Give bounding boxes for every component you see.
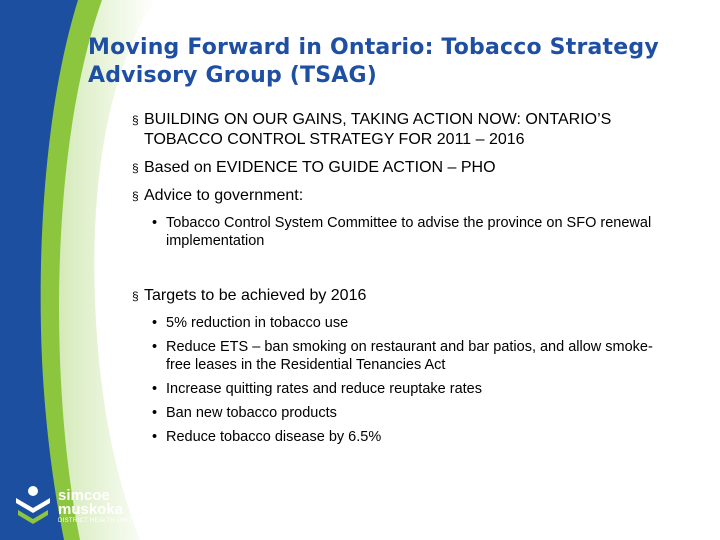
square-bullet-icon: § bbox=[132, 113, 139, 127]
health-unit-logo bbox=[12, 484, 162, 530]
sub-bullet-text: Increase quitting rates and reduce reuptake rates bbox=[166, 381, 482, 397]
sub-bullet-item bbox=[132, 314, 672, 332]
dot-bullet-icon: • bbox=[152, 381, 158, 397]
square-bullet-icon: § bbox=[132, 161, 139, 175]
sub-bullet-item bbox=[132, 380, 672, 398]
logo-line-2: muskoka bbox=[58, 501, 124, 518]
dot-bullet-icon: • bbox=[152, 339, 158, 355]
dot-bullet-icon: • bbox=[152, 315, 158, 331]
bullet-text: BUILDING ON OUR GAINS, TAKING ACTION NOW: ONTARIO’S TOBACCO CONTROL STRATEGY FOR 2011 – 2016 bbox=[144, 111, 612, 148]
slide-title: Moving Forward in Ontario: Tobacco Strategy Advisory Group (TSAG) bbox=[88, 35, 659, 88]
sub-bullet-item bbox=[132, 404, 672, 422]
sub-bullet-item bbox=[132, 338, 672, 374]
sub-bullet-text: Tobacco Control System Committee to advise the province on SFO renewal implementation bbox=[166, 215, 652, 249]
sub-bullet-text: Reduce ETS – ban smoking on restaurant and bar patios, and allow smoke-free leases in the Residential Tenancies Act bbox=[166, 339, 653, 373]
logo-tagline: DISTRICT HEALTH UNIT bbox=[58, 518, 133, 524]
logo-line-1: simcoe bbox=[58, 487, 110, 504]
bullet-text: Targets to be achieved by 2016 bbox=[144, 287, 367, 304]
slide-content bbox=[132, 110, 672, 452]
bullet-item bbox=[132, 186, 672, 206]
sub-bullet-item bbox=[132, 428, 672, 446]
bullet-item bbox=[132, 158, 672, 178]
bullet-text: Advice to government: bbox=[144, 187, 304, 204]
bullet-item bbox=[132, 110, 672, 150]
sub-bullet-text: Ban new tobacco products bbox=[166, 405, 337, 421]
dot-bullet-icon: • bbox=[152, 405, 158, 421]
person-figure-icon bbox=[12, 484, 54, 526]
square-bullet-icon: § bbox=[132, 289, 139, 303]
bullet-item bbox=[132, 286, 672, 306]
sub-bullet-text: Reduce tobacco disease by 6.5% bbox=[166, 429, 382, 445]
dot-bullet-icon: • bbox=[152, 215, 158, 231]
dot-bullet-icon: • bbox=[152, 429, 158, 445]
bullet-text: Based on EVIDENCE TO GUIDE ACTION – PHO bbox=[144, 159, 496, 176]
square-bullet-icon: § bbox=[132, 189, 139, 203]
sub-bullet-item bbox=[132, 214, 672, 250]
sub-bullet-text: 5% reduction in tobacco use bbox=[166, 315, 349, 331]
spacer bbox=[132, 256, 672, 286]
